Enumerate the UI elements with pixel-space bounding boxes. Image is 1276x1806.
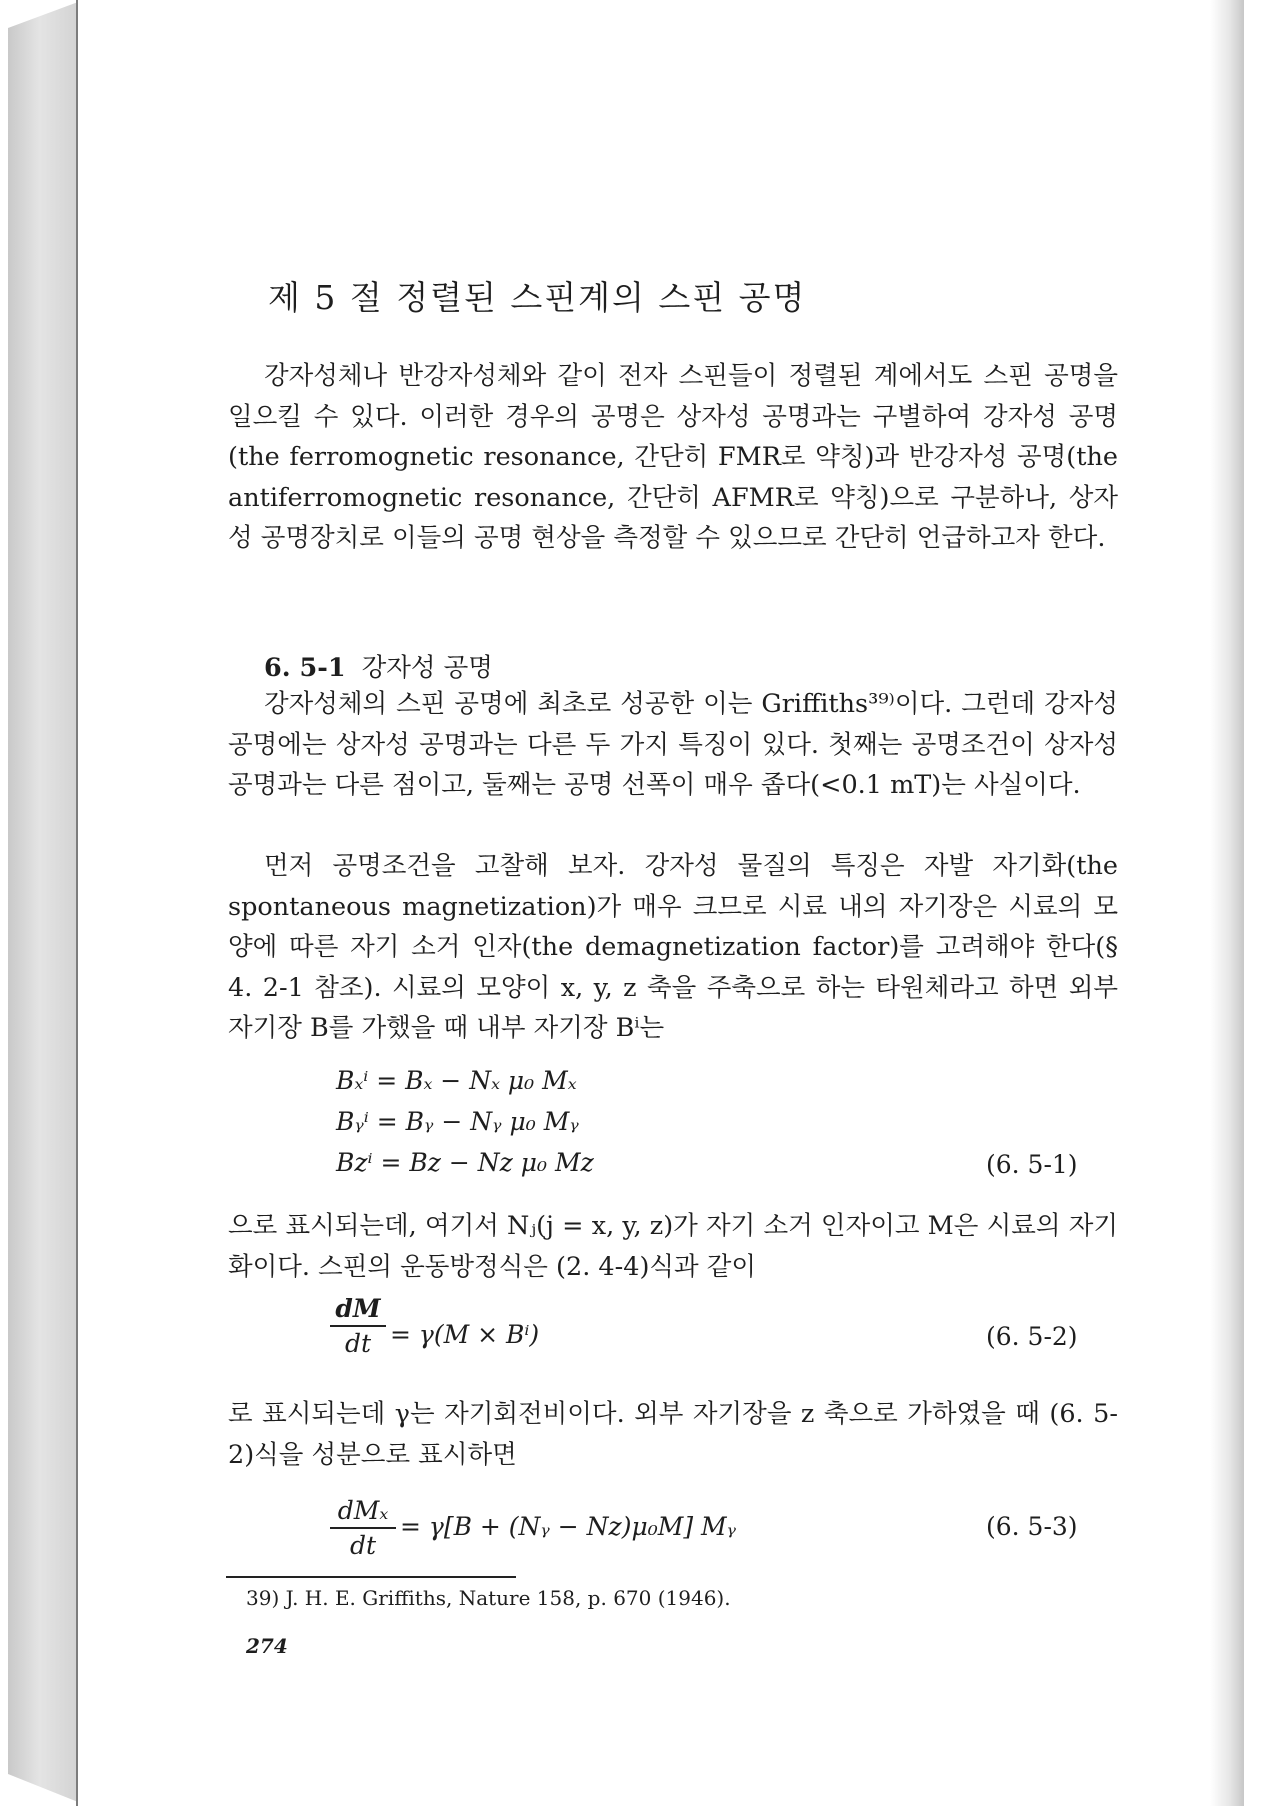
equation-6-5-1b: Bᵧⁱ = Bᵧ − Nᵧ μ₀ Mᵧ [336, 1107, 579, 1136]
fraction-numerator: dMₓ [337, 1496, 389, 1525]
fraction-dM-dt [330, 1294, 386, 1358]
fraction-denominator: dt [344, 1329, 372, 1358]
paragraph-2: 먼저 공명조건을 고찰해 보자. 강자성 물질의 특징은 자발 자기화(the spontaneous magnetization)가 매우 크므로 시료 내의 자기장은 시료의 모양에 따른 자기 소거 인자(the demagnetization factor)를 고려해야 한다(§ 4. 2-1 참조). 시료의 모양이 x, y, z 축을 주축으로 하는 타원체라고 하면 외부 자기장 B를 가했을 때 내부 자기장 Bⁱ는 [228, 851, 1118, 1043]
footnote-divider [226, 1576, 516, 1578]
equation-6-5-1c: B𝑧ⁱ = B𝑧 − N𝑧 μ₀ M𝑧 [336, 1148, 594, 1177]
equation-6-5-2-rhs: = γ(M × Bⁱ) [390, 1320, 540, 1349]
equation-6-5-1a: Bₓⁱ = Bₓ − Nₓ μ₀ Mₓ [336, 1066, 577, 1095]
page-number: 274 [246, 1634, 288, 1658]
equation-number-6-5-2: (6. 5-2) [986, 1322, 1078, 1351]
page-edge-shadow [1210, 0, 1244, 1806]
footnote: 39) J. H. E. Griffiths, Nature 158, p. 670 (1946). [246, 1586, 731, 1610]
section-title: 제 5 절 정렬된 스핀계의 스핀 공명 [268, 278, 807, 317]
paragraph-4: 로 표시되는데 γ는 자기회전비이다. 외부 자기장을 z 축으로 가하였을 때 (6. 5-2)식을 성분으로 표시하면 [228, 1399, 1118, 1470]
fraction-denominator: dt [349, 1531, 377, 1560]
paragraph-1: 강자성체의 스핀 공명에 최초로 성공한 이는 Griffiths³⁹⁾이다. 그런데 강자성 공명에는 상자성 공명과는 다른 두 가지 특징이 있다. 첫째는 공명조건이 상자성 공명과는 다른 점이고, 둘째는 공명 선폭이 매우 좁다(<0.1 mT)는 사실이다. [228, 689, 1118, 800]
equation-number-6-5-3: (6. 5-3) [986, 1512, 1078, 1541]
equation-6-5-3-rhs: = γ[B + (Nᵧ − N𝑧)μ₀M] Mᵧ [400, 1512, 737, 1541]
subsection-title: 강자성 공명 [361, 653, 493, 683]
fraction-numerator: dM [335, 1294, 381, 1323]
fraction-dMx-dt [330, 1496, 396, 1560]
equation-number-6-5-1: (6. 5-1) [986, 1150, 1078, 1179]
book-spine [8, 2, 78, 1802]
paragraph-3: 으로 표시되는데, 여기서 Nⱼ(j = x, y, z)가 자기 소거 인자이고 M은 시료의 자기화이다. 스핀의 운동방정식은 (2. 4-4)식과 같이 [228, 1211, 1118, 1282]
intro-paragraph: 강자성체나 반강자성체와 같이 전자 스핀들이 정렬된 계에서도 스핀 공명을 일으킬 수 있다. 이러한 경우의 공명은 상자성 공명과는 구별하여 강자성 공명(the ferromognetic resonance, 간단히 FMR로 약칭)과 반강자성 공명(the antiferromognetic resonance, 간단히 AFMR로 약칭)으로 구분하나, 상자성 공명장치로 이들의 공명 현상을 측정할 수 있으므로 간단히 언급하고자 한다. [228, 361, 1118, 553]
subsection-heading [264, 648, 493, 684]
subsection-number: 6. 5-1 [264, 653, 346, 683]
fraction-bar [330, 1325, 386, 1327]
spine-edge-line [76, 0, 78, 1806]
fraction-bar [330, 1527, 396, 1529]
